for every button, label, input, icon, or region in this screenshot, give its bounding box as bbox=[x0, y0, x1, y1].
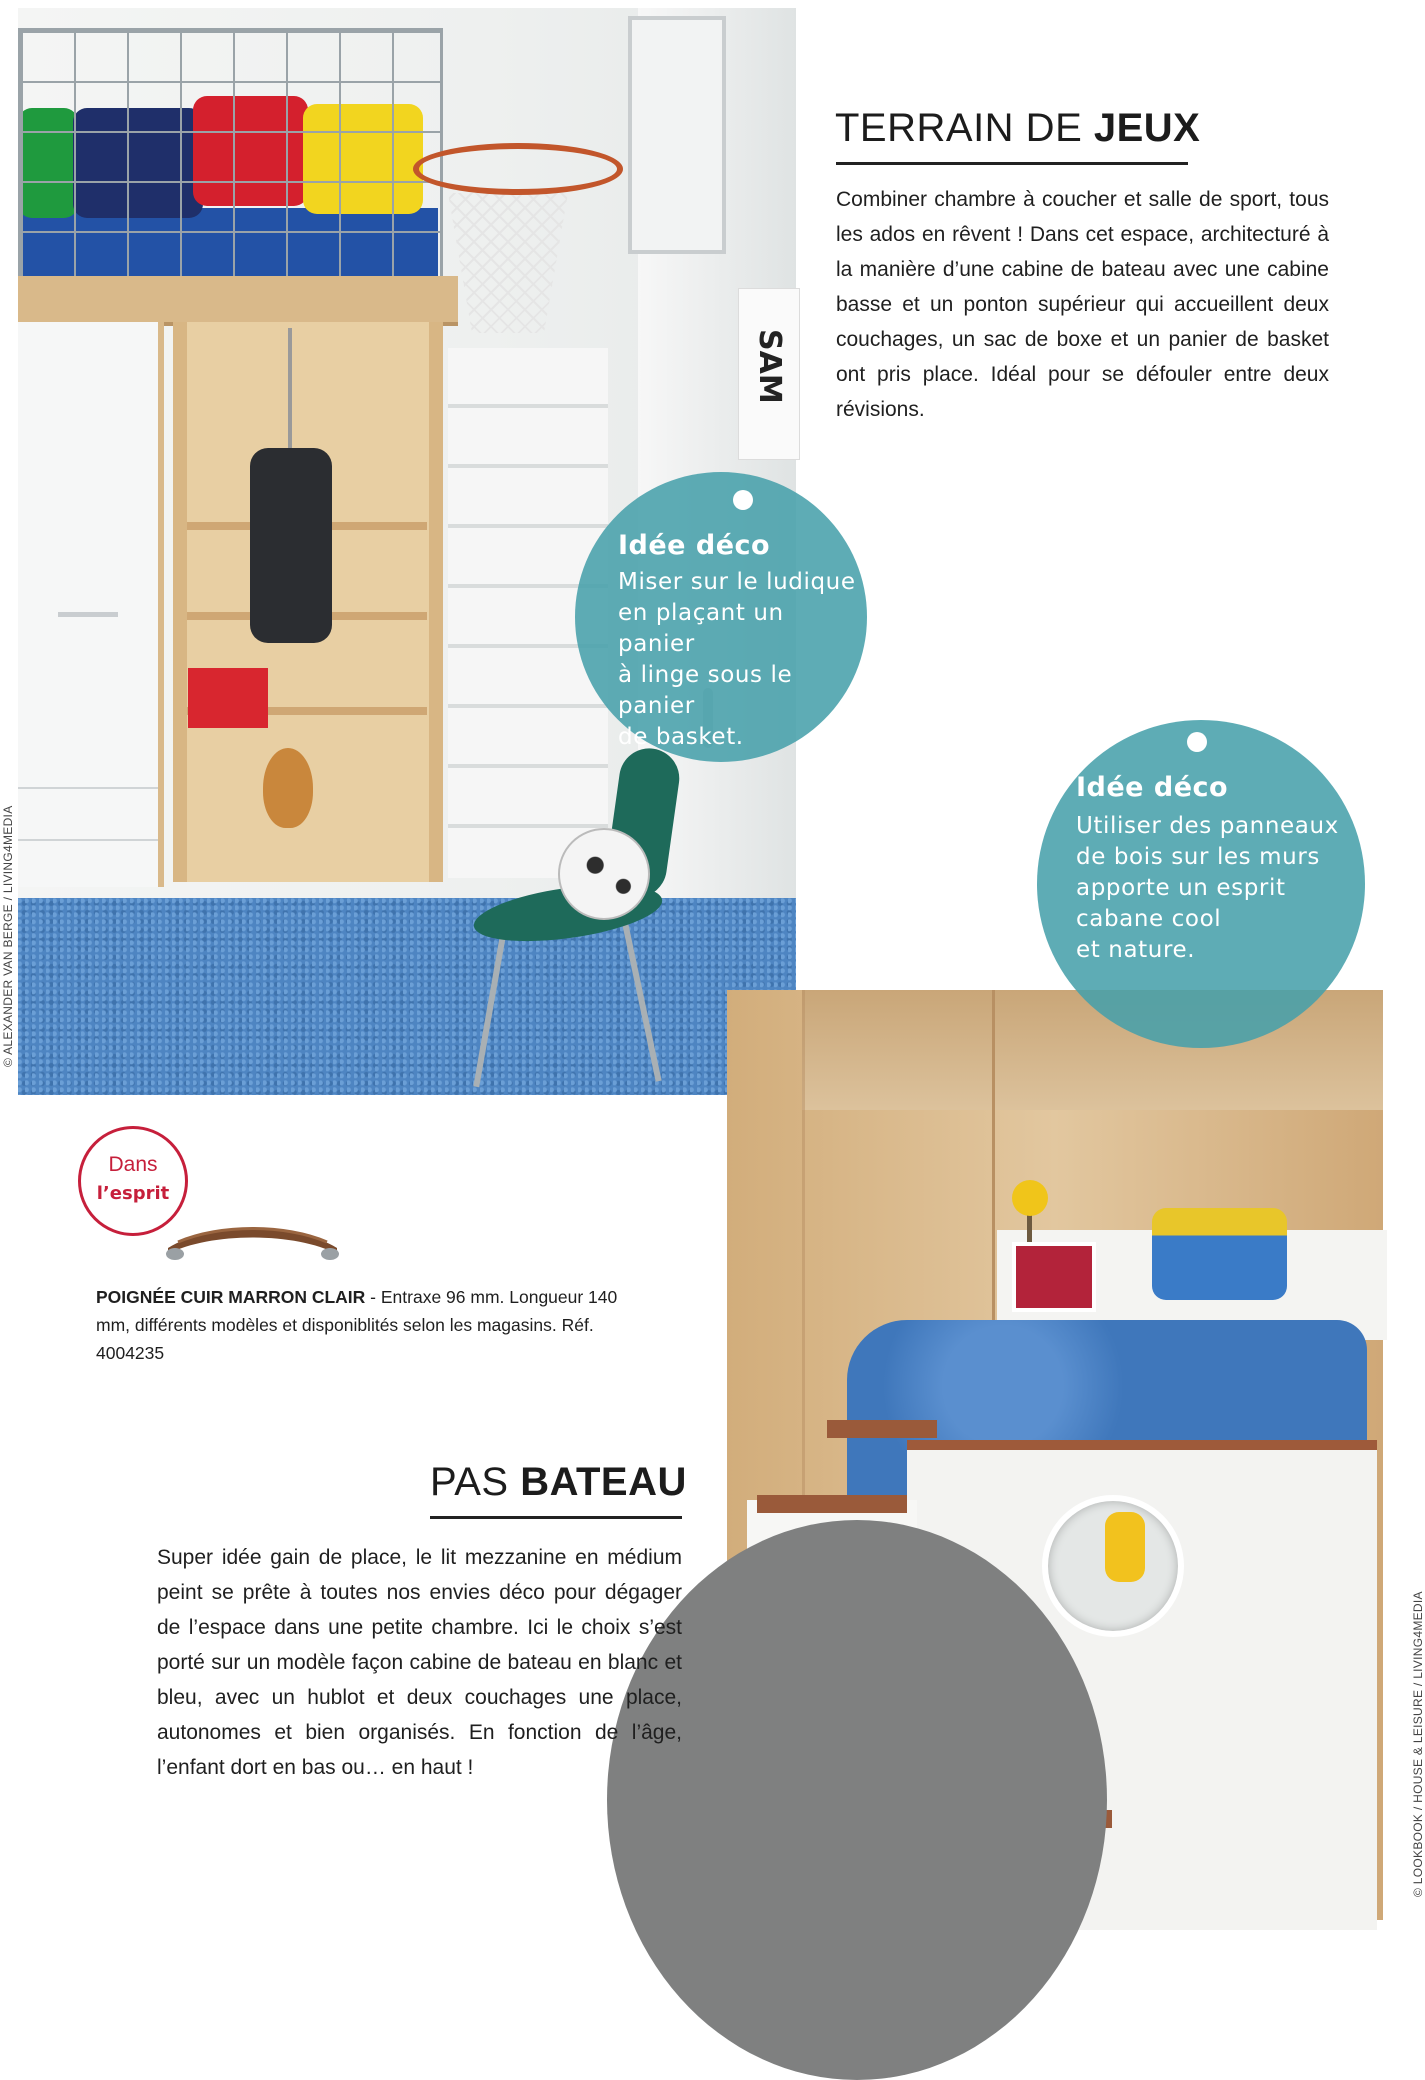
section1-paragraph: Combiner chambre à coucher et salle de sport, tous les ados en rêvent ! Dans cet espace, architecturé à la manière d’une cabine de bateau avec une cabine basse et un ponton supérieur qui accueillent deux couchages, un sac de boxe et un panier de basket ont pris place. Idéal pour se défouler entre deux révisions. bbox=[836, 188, 1329, 421]
bubble-title: Idée déco bbox=[1076, 772, 1229, 803]
product-details: - Entraxe 96 mm. Longueur 140 mm, différents modèles et disponiblités selon les magasins. Réf. 4004235 bbox=[96, 1287, 618, 1363]
heading-bold-part: BATEAU bbox=[520, 1460, 687, 1504]
framed-picture bbox=[1012, 1242, 1096, 1312]
idee-deco-bubble-1 bbox=[575, 472, 867, 762]
punching-bag bbox=[250, 448, 332, 643]
bubble-body: Utiliser des panneaux de bois sur les murs apporte un esprit cabane cool et nature. bbox=[1076, 813, 1339, 963]
basketball-hoop bbox=[413, 143, 623, 195]
stair-step bbox=[827, 1420, 937, 1438]
mesh-guardrail bbox=[18, 28, 443, 283]
boat-bed-photo bbox=[727, 990, 1383, 1920]
heading-underline bbox=[430, 1516, 682, 1519]
blue-carpet bbox=[18, 898, 796, 1095]
yellow-lamp bbox=[1012, 1180, 1048, 1216]
white-wardrobe bbox=[18, 322, 164, 887]
basketball-backboard bbox=[628, 16, 726, 254]
photo-credit-2: © LOOKBOOK / HOUSE & LEISURE / LIVING4MEDIA bbox=[1411, 1591, 1425, 1897]
stair-step bbox=[757, 1495, 907, 1513]
product-description bbox=[96, 1283, 636, 1367]
idee-deco-bubble-2 bbox=[1037, 720, 1365, 1048]
product-name: POIGNÉE CUIR MARRON CLAIR bbox=[96, 1287, 366, 1307]
bubble-dot bbox=[733, 490, 753, 510]
porthole-cushion bbox=[1105, 1512, 1145, 1582]
lower-bed bbox=[188, 668, 268, 728]
heading-bold-part: JEUX bbox=[1093, 106, 1201, 150]
photo-credit-1: © ALEXANDER VAN BERGE / LIVING4MEDIA bbox=[1, 805, 15, 1067]
section-heading-pas-bateau bbox=[430, 1460, 687, 1505]
heading-underline bbox=[836, 162, 1188, 165]
bag-chain bbox=[288, 328, 292, 453]
guitar bbox=[263, 748, 313, 828]
bubble-dot bbox=[1187, 732, 1207, 752]
section2-paragraph: Super idée gain de place, le lit mezzanine en médium peint se prête à toutes nos envies déco pour dégager de l’espace dans une petite chambre. Ici le choix s’est porté sur un modèle façon cabine de bateau en blanc et bleu, avec un hublot et deux couchages une place, autonomes et bien organisés. En fonction de l’âge, l’enfant dort en bas ou… en haut ! bbox=[157, 1546, 682, 1779]
bus-cushion bbox=[1152, 1208, 1287, 1300]
badge-line-2: l’esprit bbox=[96, 1183, 170, 1204]
heading-light-part: TERRAIN DE bbox=[835, 106, 1094, 150]
wardrobe-drawer bbox=[18, 839, 158, 893]
curved-rail bbox=[607, 1520, 1107, 2080]
badge-line-1: Dans bbox=[108, 1153, 158, 1176]
wardrobe-handle bbox=[58, 612, 118, 617]
bubble-title: Idée déco bbox=[618, 530, 771, 561]
leather-handle-image bbox=[160, 1224, 345, 1264]
loft-beam bbox=[18, 276, 458, 326]
section-heading-terrain-de-jeux bbox=[835, 106, 1200, 151]
name-sign-text: SAM bbox=[752, 329, 787, 404]
name-sign bbox=[738, 288, 800, 460]
bubble-body: Miser sur le ludique en plaçant un panier à linge sous le panier de basket. bbox=[618, 569, 856, 750]
wardrobe-drawer bbox=[18, 787, 158, 841]
heading-light-part: PAS bbox=[430, 1460, 521, 1504]
soccer-ball bbox=[558, 828, 650, 920]
dans-lesprit-badge bbox=[78, 1126, 188, 1236]
